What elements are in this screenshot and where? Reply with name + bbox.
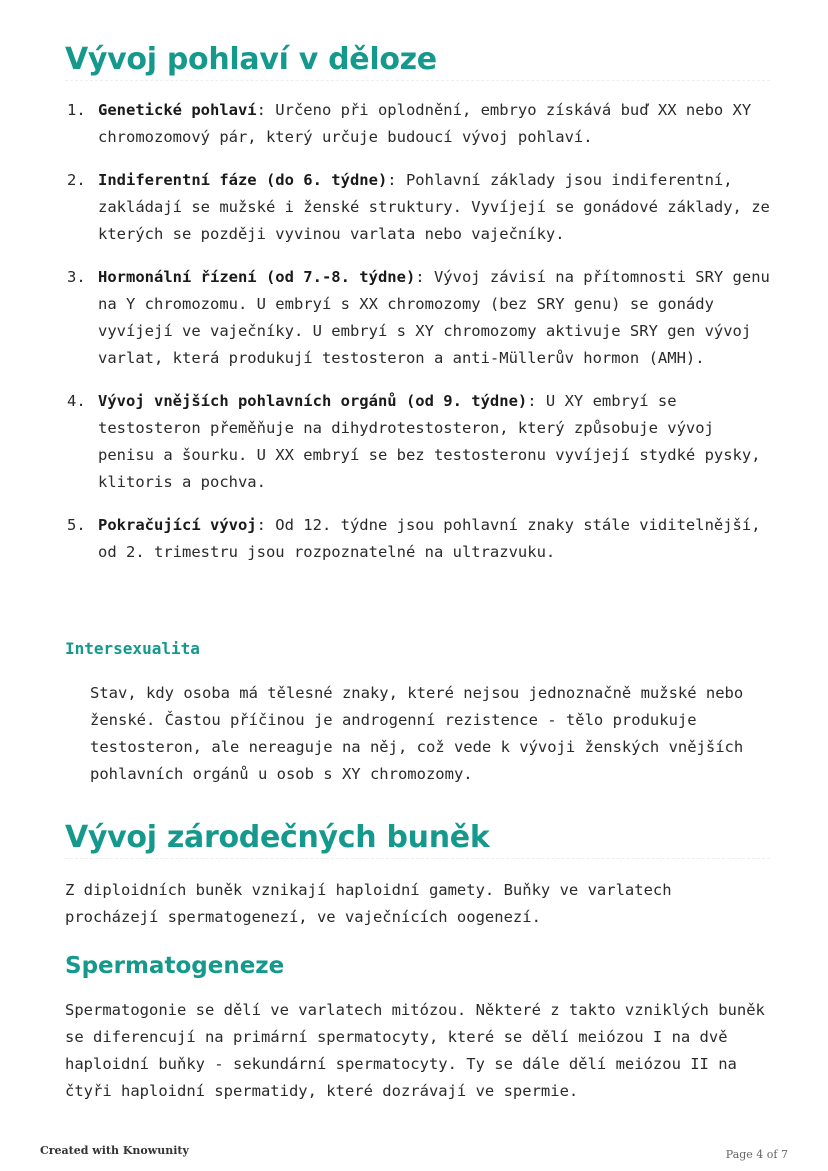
- list-text: : Vývoj závisí na přítomnosti SRY genu na Y chromozomu. U embryí s XX chromozomy (bez SRY genu) se gonády vyvíjejí ve vaječníky. U embryí s XY chromozomy aktivuje SRY gen vývoj varlat, která produkují testosteron a anti-Müllerův hormon (AMH).: [98, 268, 770, 367]
- list-text: : Určeno při oplodnění, embryo získává buď XX nebo XY chromozomový pár, který určuje budoucí vývoj pohlaví.: [98, 101, 752, 146]
- spermatogenesis-paragraph: Spermatogonie se dělí ve varlatech mitózou. Některé z takto vzniklých buněk se diferencují na primární spermatocyty, které se dělí meiózou I na dvě haploidní buňky - sekundární spermatocyty. Ty se dále dělí meiózou II na čtyři haploidní spermatidy, které dozrávají ve spermie.: [65, 1001, 765, 1100]
- intersex-heading: Intersexualita: [65, 639, 200, 658]
- list-number: 4.: [67, 392, 86, 410]
- list-term: Vývoj vnějších pohlavních orgánů (od 9. týdne): [98, 392, 528, 410]
- list-number: 5.: [67, 516, 86, 534]
- list-term: Genetické pohlaví: [98, 101, 257, 119]
- footer-page-number: Page 4 of 7: [725, 1148, 788, 1161]
- list-text: : U XY embryí se testosteron přeměňuje na dihydrotestosteron, který způsobuje vývoj penisu a šourku. U XX embryí se bez testosteronu vyvíjejí stydké pysky, klitoris a pochva.: [98, 392, 761, 491]
- list-item: [65, 264, 773, 372]
- list-number: 1.: [67, 101, 86, 119]
- list-text: : Od 12. týdne jsou pohlavní znaky stále viditelnější, od 2. trimestru jsou rozpoznatelné na ultrazvuku.: [98, 516, 761, 561]
- section-title-germ-cells: Vývoj zárodečných buněk: [65, 818, 770, 859]
- list-text: : Pohlavní základy jsou indiferentní, zakládají se mužské i ženské struktury. Vyvíjejí se gonádové základy, ze kterých se později vyvinou varlata nebo vaječníky.: [98, 171, 770, 243]
- footer-created-with: Created with Knowunity: [40, 1144, 189, 1157]
- development-stages-list: [65, 97, 773, 582]
- list-item: [65, 167, 773, 248]
- section-title-sex-development: Vývoj pohlaví v děloze: [65, 40, 770, 81]
- list-item: [65, 97, 773, 151]
- list-term: Indiferentní fáze (do 6. týdne): [98, 171, 388, 189]
- intersex-paragraph: Stav, kdy osoba má tělesné znaky, které nejsou jednoznačně mužské nebo ženské. Častou příčinou je androgenní rezistence - tělo produkuje testosteron, ale nereaguje na něj, což vede k vývoji ženských vnějších pohlavních orgánů u osob s XY chromozomy.: [90, 684, 744, 783]
- germ-cells-intro: Z diploidních buněk vznikají haploidní gamety. Buňky ve varlatech procházejí spermatogenezí, ve vaječnících oogenezí.: [65, 881, 672, 926]
- list-number: 2.: [67, 171, 86, 189]
- spermatogenesis-heading: Spermatogeneze: [65, 953, 285, 979]
- list-item: [65, 388, 773, 496]
- list-term: Hormonální řízení (od 7.-8. týdne): [98, 268, 416, 286]
- list-term: Pokračující vývoj: [98, 516, 257, 534]
- list-item: [65, 512, 773, 566]
- list-number: 3.: [67, 268, 86, 286]
